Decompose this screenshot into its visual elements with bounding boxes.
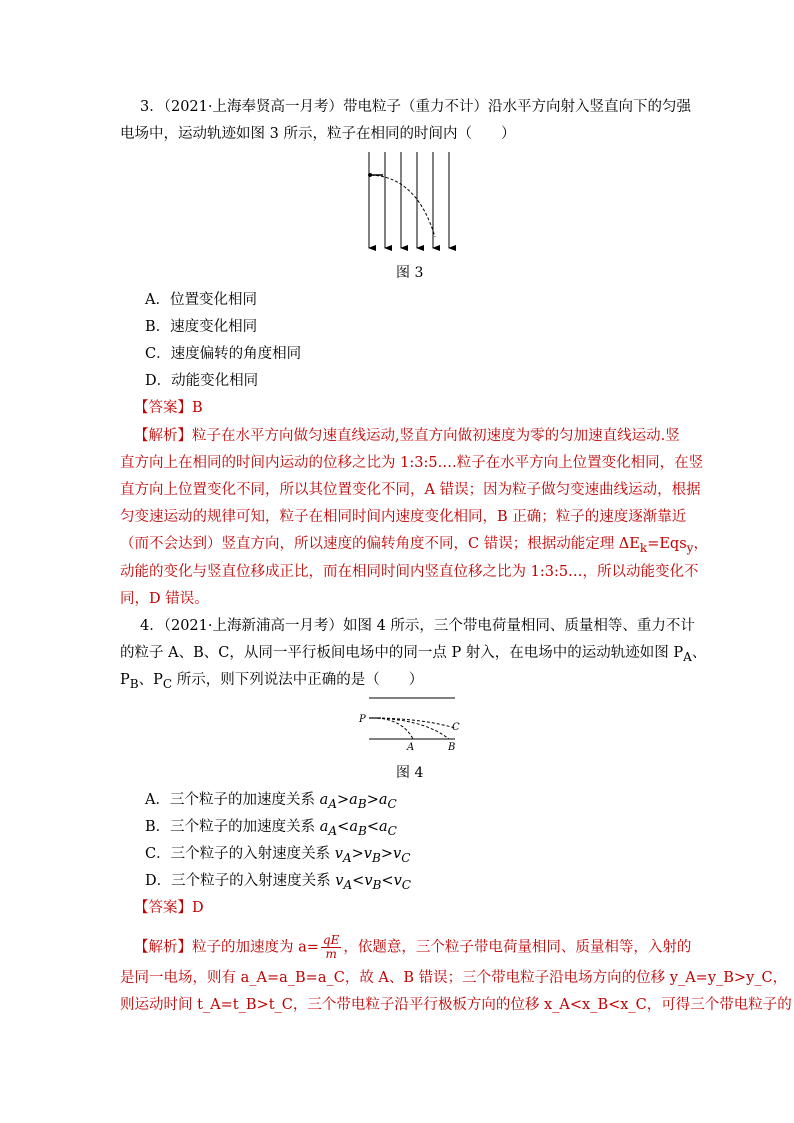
- q4-analysis-text1b: ，依题意，三个粒子带电荷量相同、质量相等，入射的: [343, 939, 692, 956]
- figure-3-diagram: [355, 150, 467, 256]
- q4-analysis-text1a: 粒子的加速度为 a=: [192, 939, 319, 956]
- label-p: P: [359, 714, 366, 725]
- q4-stem-text3: 所示，则下列说法中正确的是（ ）: [172, 672, 424, 688]
- figure-3-caption: 图 3: [396, 265, 424, 281]
- q3-sub-k: k: [639, 540, 648, 555]
- q4-stem-pc: 、P: [138, 672, 163, 688]
- q4-option-d-text: D．三个粒子的入射速度关系: [145, 873, 336, 889]
- q4-option-d: D．三个粒子的入射速度关系 $v_A<v_B<v_C$: [145, 873, 412, 892]
- figure-4-diagram: [355, 694, 465, 756]
- q4-option-b: B．三个粒子的加速度关系 $a_A<a_B<a_C$: [145, 819, 397, 838]
- q3-stem-line2: 电场中，运动轨迹如图 3 所示，粒子在相同的时间内（ ）: [120, 126, 516, 142]
- q3-sub-y: y: [686, 540, 694, 555]
- q3-analysis-line2: 直方向上在相同的时间内运动的位移之比为 1:3:5….粒子在水平方向上位置变化相同，在竖: [120, 455, 704, 471]
- q3-analysis-text5b: =Eqs: [647, 536, 687, 552]
- q4-analysis-tag: 【解析】: [134, 939, 192, 956]
- q3-analysis-line3: 直方向上位置变化不同，所以其位置变化不同，A 错误；因为粒子做匀变速曲线运动，根据: [120, 482, 701, 498]
- fraction-denominator: m: [325, 947, 337, 961]
- fraction-numerator: qE: [322, 933, 340, 947]
- field-lines: [369, 152, 449, 248]
- trajectory-curve: [371, 175, 435, 237]
- q4-option-a: A．三个粒子的加速度关系 $a_A>a_B>a_C$: [145, 792, 397, 811]
- q3-analysis-tag: 【解析】: [134, 428, 192, 444]
- q4-stem-text2b: 、: [691, 645, 707, 661]
- q4-stem-line3: [120, 670, 423, 694]
- q4-stem-p: P: [120, 672, 130, 688]
- q3-analysis-line1: [134, 426, 680, 446]
- q4-sub-a: A: [683, 649, 692, 664]
- label-b: B: [448, 742, 456, 753]
- q4-option-c-text: C．三个粒子的入射速度关系: [145, 846, 335, 862]
- fraction-qe-over-m: [321, 934, 341, 961]
- q3-analysis-text5c: ，: [693, 536, 708, 552]
- q3-stem-line1: 3．（2021·上海奉贤高一月考）带电粒子（重力不计）沿水平方向射入竖直向下的匀强: [140, 99, 691, 115]
- q3-option-a: A．位置变化相同: [145, 292, 257, 308]
- q3-analysis-line7: 同，D 错误。: [120, 591, 209, 607]
- label-a: A: [407, 742, 415, 753]
- q4-analysis-line1: [134, 934, 691, 961]
- q3-analysis-line6: 动能的变化与竖直位移成正比，而在相同时间内竖直位移之比为 1:3:5…，所以动能变化不: [120, 564, 699, 580]
- trajectory-b: [377, 718, 449, 739]
- q4-stem-line2: [120, 643, 706, 667]
- q3-analysis-line4: 匀变速运动的规律可知，粒子在相同时间内速度变化相同，B 正确；粒子的速度逐渐靠近: [120, 509, 687, 525]
- q4-stem-line1: 4．（2021·上海新浦高一月考）如图 4 所示，三个带电荷量相同、质量相等、重力不计: [140, 618, 695, 634]
- q3-analysis-text5: （而不会达到）竖直方向，所以速度的偏转角度不同，C 错误；根据动能定理 ΔE: [120, 536, 640, 552]
- q4-sub-c: C: [162, 676, 173, 691]
- q4-analysis-line3: 则运动时间 t_A=t_B>t_C，三个带电粒子沿平行极板方向的位移 x_A<x_B<x_C，可得三个带电粒子的: [120, 997, 792, 1013]
- q3-analysis-line5: [120, 534, 708, 558]
- q4-stem-text2: 的粒子 A、B、C，从同一平行板间电场中的同一点 P 射入，在电场中的运动轨迹如图 P: [120, 645, 684, 661]
- q3-answer: 【答案】B: [134, 400, 203, 416]
- label-c: C: [452, 722, 460, 733]
- q4-option-a-text: A．三个粒子的加速度关系: [145, 792, 320, 808]
- q3-option-c: C．速度偏转的角度相同: [145, 346, 302, 362]
- q4-answer: 【答案】D: [134, 900, 204, 916]
- q3-option-d: D．动能变化相同: [145, 373, 259, 389]
- figure-4-caption: 图 4: [396, 765, 424, 781]
- q3-option-b: B．速度变化相同: [145, 319, 258, 335]
- q4-option-c: C．三个粒子的入射速度关系 $v_A>v_B>v_C$: [145, 846, 411, 865]
- q3-analysis-text1: 粒子在水平方向做匀速直线运动,竖直方向做初速度为零的匀加速直线运动.竖: [192, 428, 680, 444]
- q4-option-b-text: B．三个粒子的加速度关系: [145, 819, 320, 835]
- q4-analysis-line2: 是同一电场，则有 a_A=a_B=a_C，故 A、B 错误；三个带电粒子沿电场方向的位移 y_A=y_B>y_C，: [120, 970, 788, 986]
- q4-sub-b: B: [129, 676, 139, 691]
